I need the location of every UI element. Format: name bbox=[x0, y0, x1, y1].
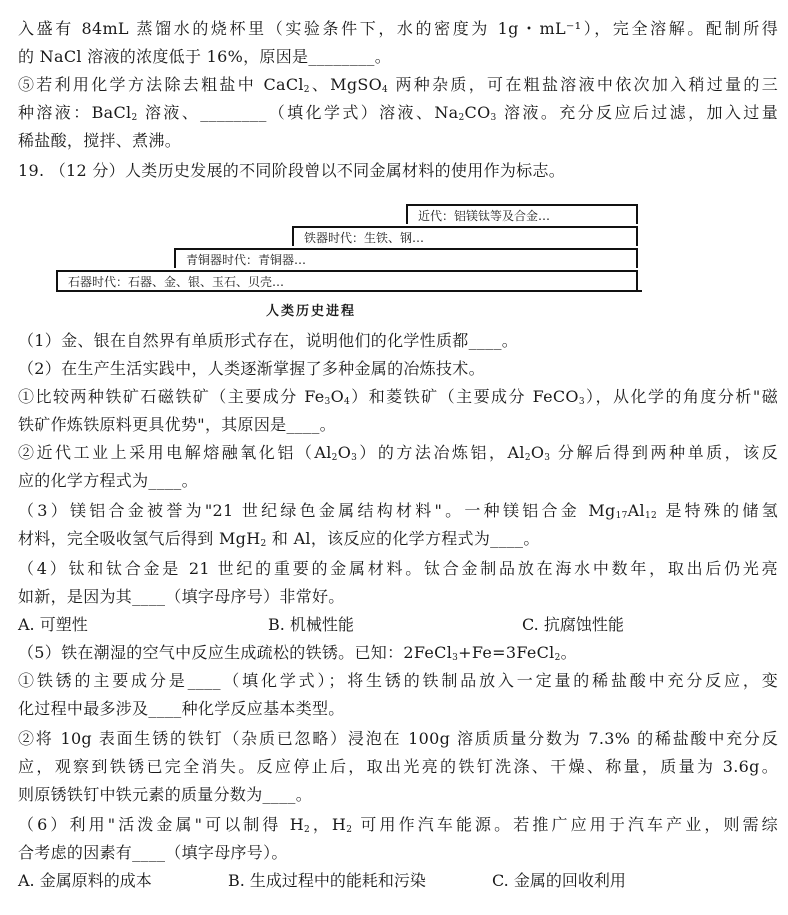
text-line: 稀盐酸，搅拌、煮沸。 bbox=[18, 131, 182, 150]
timeline-bar-modern: 近代：铝镁钛等及合金… bbox=[406, 204, 638, 224]
history-timeline-figure bbox=[56, 202, 642, 326]
question-1: （1）金、银在自然界有单质形式存在，说明他们的化学性质都____。 bbox=[18, 331, 519, 350]
text-line: 化过程中最多涉及____种化学反应基本类型。 bbox=[18, 699, 345, 718]
question-3: （3）镁铝合金被誉为"21 世纪绿色金属结构材料"。一种镁铝合金 $Mg_{17}Al_{12}$ 是特殊的储氢 bbox=[18, 501, 778, 521]
text-line: 铁矿作炼铁原料更具优势"，其原因是____。 bbox=[18, 415, 336, 434]
question-5-2: ②将 10g 表面生锈的铁钉（杂质已忽略）浸泡在 100g 溶质质量分数为 7.3% 的稀盐酸中充分反 bbox=[18, 729, 778, 748]
timeline-baseline bbox=[56, 290, 642, 292]
question-5-1: ①铁锈的主要成分是____（填化学式）；将生锈的铁制品放入一定量的稀盐酸中充分反应，变 bbox=[18, 671, 778, 690]
figure-caption: 人类历史进程 bbox=[266, 304, 357, 319]
q6-option-a: A. 金属原料的成本 bbox=[18, 871, 152, 890]
text-line: 的 NaCl 溶液的浓度低于 16%，原因是________。 bbox=[18, 47, 392, 66]
q4-option-c: C. 抗腐蚀性能 bbox=[522, 615, 624, 634]
q4-option-b: B. 机械性能 bbox=[268, 615, 354, 634]
text-line: 材料，完全吸收氢气后得到 MgH$_2$ 和 Al，该反应的化学方程式为____。 bbox=[18, 529, 540, 549]
question-2: （2）在生产生活实践中，人类逐渐掌握了多种金属的冶炼技术。 bbox=[18, 359, 485, 378]
answer-blank: ________ bbox=[308, 47, 375, 66]
timeline-bar-iron-age: 铁器时代：生铁、钢… bbox=[292, 226, 638, 246]
text-line: 则原锈铁钉中铁元素的质量分数为____。 bbox=[18, 785, 313, 804]
q4-option-a: A. 可塑性 bbox=[18, 615, 88, 634]
question-5: （5）铁在潮湿的空气中反应生成疏松的铁锈。已知：2FeCl$_3$+Fe=3FeCl$_2$。 bbox=[18, 643, 577, 663]
text-line: 入盛有 84mL 蒸馏水的烧杯里（实验条件下，水的密度为 1g・mL⁻¹），完全溶解。配制所得 bbox=[18, 19, 778, 38]
text-line: 种溶液：BaCl$_2$ 溶液、________（填化学式）溶液、$Na_2CO_3$ 溶液。充分反应后过滤，加入过量 bbox=[18, 103, 779, 123]
question-2-2: ②近代工业上采用电解熔融氧化铝$(Al_2O_3)$的方法冶炼铝，$Al_2O_3$ 分解后得到两种单质，该反 bbox=[18, 443, 778, 463]
q6-option-c: C. 金属的回收利用 bbox=[492, 871, 626, 890]
timeline-bar-bronze-age: 青铜器时代：青铜器… bbox=[174, 248, 638, 268]
q6-option-b: B. 生成过程中的能耗和污染 bbox=[228, 871, 426, 890]
question-19-heading: 19. （12 分）人类历史发展的不同阶段曾以不同金属材料的使用作为标志。 bbox=[18, 161, 566, 180]
text-line: ⑤若利用化学方法除去粗盐中 CaCl$_2$、MgSO$_4$ 两种杂质，可在粗盐溶液中依次加入稍过量的三 bbox=[18, 75, 778, 95]
question-2-1: ①比较两种铁矿石磁铁矿（主要成分 $Fe_3O_4$）和菱铁矿（主要成分 FeCO$_3$），从化学的角度分析"磁 bbox=[18, 387, 778, 407]
timeline-bar-stone-age: 石器时代：石器、金、银、玉石、贝壳… bbox=[56, 270, 638, 290]
text-line: 如新，是因为其____（填字母序号）非常好。 bbox=[18, 587, 345, 606]
text-line: 应，观察到铁锈已完全消失。反应停止后，取出光亮的铁钉洗涤、干燥、称量，质量为 3.6g。 bbox=[18, 757, 778, 776]
text-line: 合考虑的因素有____（填字母序号）。 bbox=[18, 843, 288, 862]
question-6: （6）利用"活泼金属"可以制得 $H_2$，$H_2$ 可用作汽车能源。若推广应用于汽车产业，则需综 bbox=[18, 815, 778, 835]
question-4: （4）钛和钛合金是 21 世纪的重要的金属材料。钛合金制品放在海水中数年，取出后仍光亮 bbox=[18, 559, 778, 578]
text-line: 应的化学方程式为____。 bbox=[18, 471, 198, 490]
